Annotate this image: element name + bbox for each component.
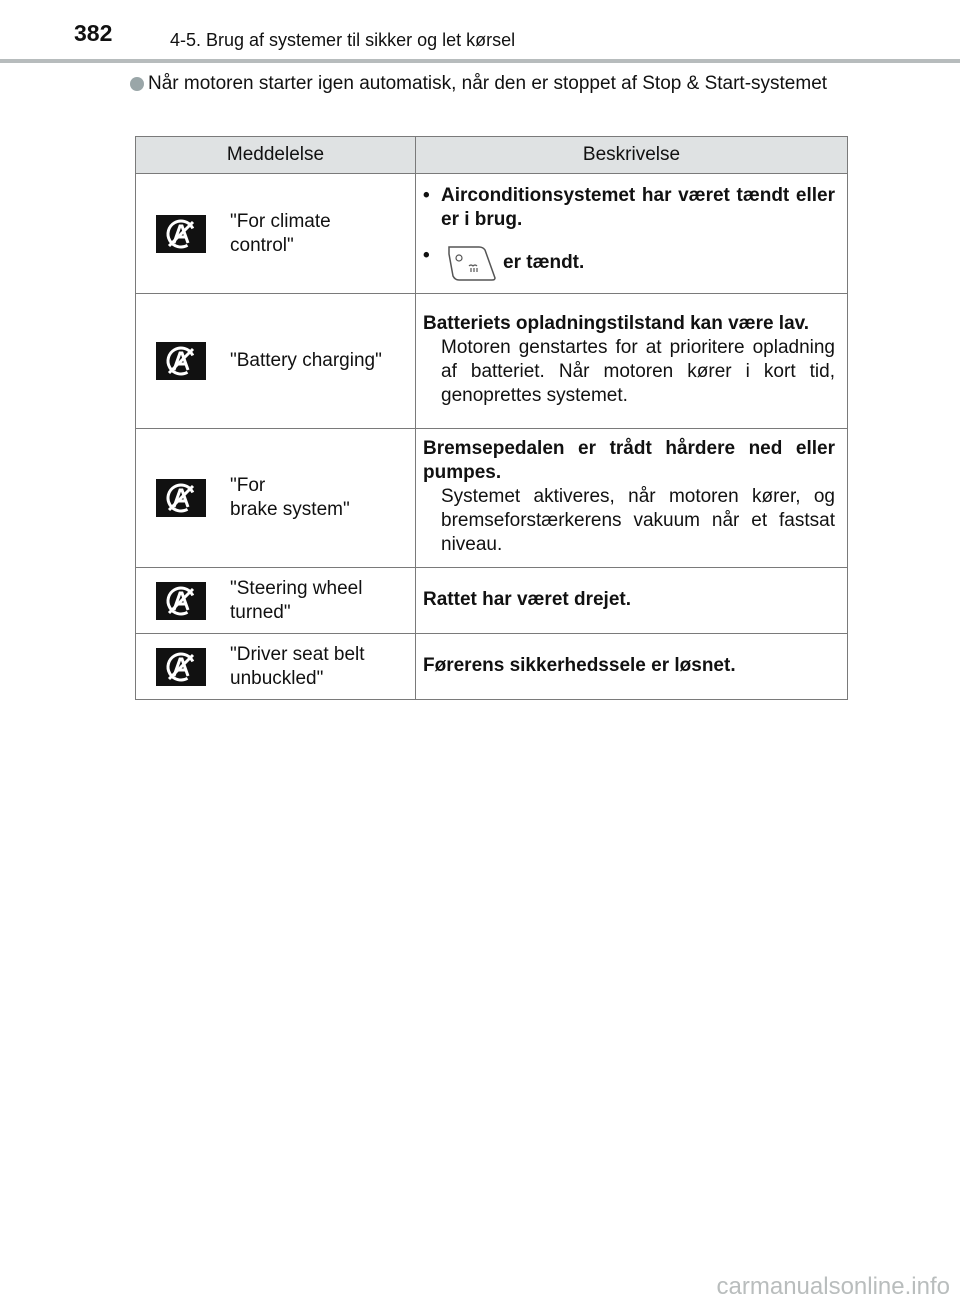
description-cell — [416, 174, 848, 294]
message-cell — [136, 294, 416, 429]
description-cell — [416, 568, 848, 634]
table-row — [136, 568, 848, 634]
message-text: "Battery charging" — [230, 350, 382, 371]
table-row — [136, 429, 848, 568]
message-text: "For climate control" — [230, 210, 331, 256]
windshield-defroster-icon — [447, 244, 497, 282]
auto-stop-cancelled-icon — [156, 479, 206, 517]
description-bullet: er tændt. — [503, 251, 585, 273]
message-cell — [136, 429, 416, 568]
auto-stop-cancelled-icon — [156, 648, 206, 686]
intro-text: Når motoren starter igen automatisk, når den er stoppet af Stop & Start-systemet — [148, 73, 828, 94]
message-table — [135, 136, 848, 700]
message-cell — [136, 634, 416, 700]
table-row — [136, 634, 848, 700]
message-text: "For brake system" — [230, 475, 350, 520]
column-header-message: Meddelelse — [136, 137, 416, 174]
description-cell — [416, 429, 848, 568]
description-cell — [416, 634, 848, 700]
header-rule — [0, 59, 960, 63]
description-heading: Bremsepedalen er trådt hårdere ned eller pumpes. — [423, 438, 835, 483]
description-heading: Batteriets opladningstilstand kan være lav. — [423, 313, 810, 334]
auto-stop-cancelled-icon — [156, 582, 206, 620]
intro-paragraph — [130, 72, 846, 96]
list-item: • Airconditionsystemet har været tændt eller er i brug. — [423, 184, 835, 230]
table-header-row — [136, 137, 848, 174]
description-heading: Rattet har været drejet. — [423, 588, 632, 610]
table-row — [136, 294, 848, 429]
page-header — [0, 0, 960, 64]
description-detail: Systemet aktiveres, når motoren kører, og bremseforstærkerens vakuum når et fastsat niveau. — [441, 486, 835, 555]
description-heading: Førerens sikkerhedssele er løsnet. — [423, 654, 736, 676]
auto-stop-cancelled-icon — [156, 342, 206, 380]
list-item: • er tændt. — [423, 244, 835, 282]
watermark: carmanualsonline.info — [716, 1273, 950, 1300]
description-bullet: Airconditionsystemet har været tændt eller er i brug. — [441, 184, 835, 230]
column-header-description: Beskrivelse — [416, 137, 848, 174]
description-cell — [416, 294, 848, 429]
bullet-icon — [130, 77, 144, 91]
auto-stop-cancelled-icon — [156, 215, 206, 253]
message-text: "Driver seat belt unbuckled" — [230, 643, 365, 689]
description-detail: Motoren genstartes for at prioritere opladning af batteriet. Når motoren kører i kort tid, genoprettes systemet. — [441, 337, 835, 406]
message-cell — [136, 174, 416, 294]
table-row — [136, 174, 848, 294]
message-cell — [136, 568, 416, 634]
section-title: 4-5. Brug af systemer til sikker og let kørsel — [170, 30, 516, 50]
message-text: "Steering wheel turned" — [230, 577, 363, 623]
page-number: 382 — [74, 20, 113, 46]
